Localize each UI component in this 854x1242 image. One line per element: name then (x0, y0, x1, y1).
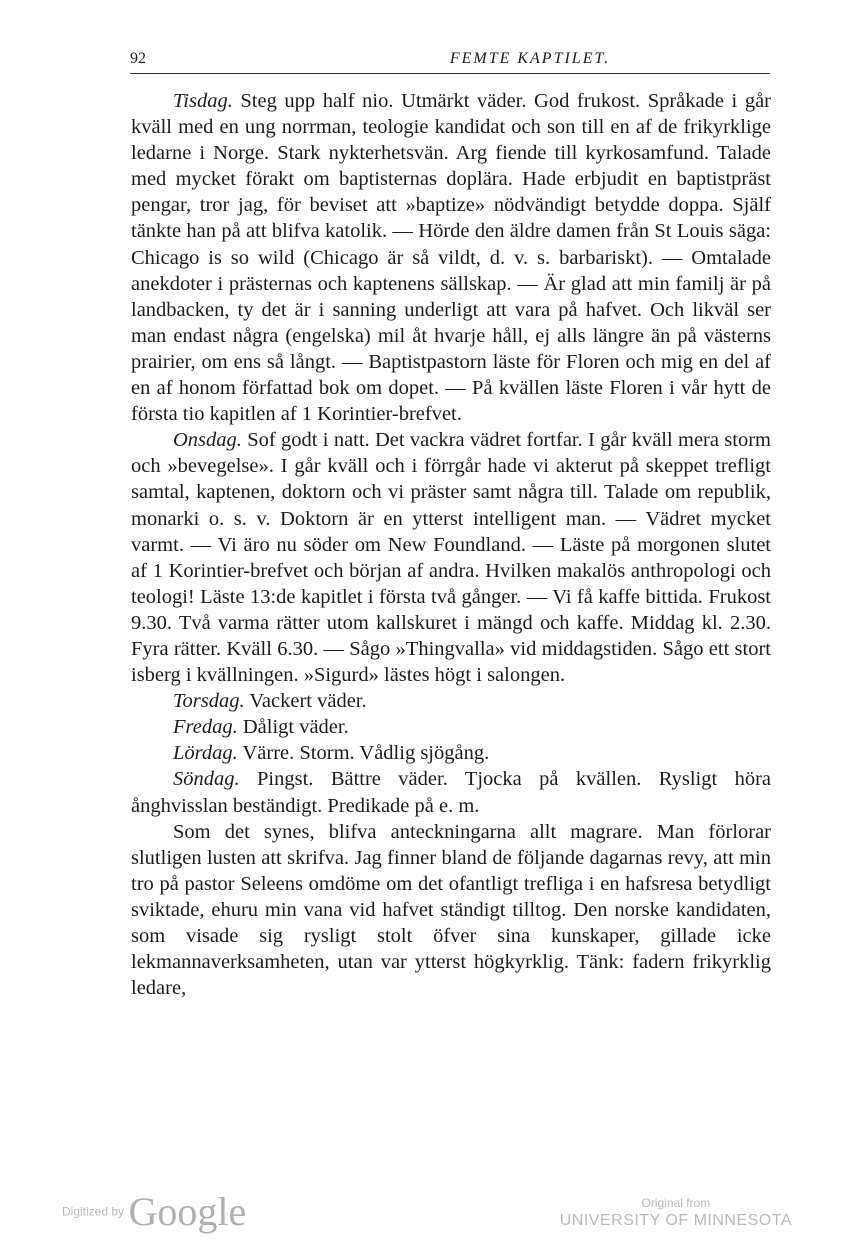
page-header (130, 44, 770, 74)
google-logo: Google (128, 1189, 247, 1234)
day-label: Torsdag. (173, 690, 245, 713)
digitized-by-watermark (62, 1188, 246, 1235)
day-label: Lördag. (173, 742, 238, 765)
paragraph-lordag (131, 740, 771, 766)
digitized-by-label: Digitized by (62, 1204, 125, 1219)
original-from-label: Original from (641, 1196, 711, 1210)
paragraph-text: Värre. Storm. Vådlig sjögång. (237, 742, 490, 765)
day-label: Söndag. (173, 768, 240, 791)
paragraph-commentary (131, 819, 771, 1002)
paragraph-onsdag (131, 427, 771, 688)
page-number: 92 (130, 50, 146, 67)
paragraph-text: Steg upp half nio. Utmärkt väder. God frukost. Språkade i går kväll med en ung norrman, teologie kandidat och son till en af de frikyrklige ledarne i Norge. Stark nykterhetsvän. Arg fiende till kyrkosamfund. Talade med mycket förakt om baptisternas doplära. Hade erbjudit en baptistpräst pengar, tror jag, för beviset att »baptize» nödvändigt betydde doppa. Själf tänkte han på att blifva katolik. — Hörde den äldre damen från St Louis säga: Chicago is so wild (Chicago är så vildt, d. v. s. barbariskt). — Omtalade anekdoter i prästernas och kaptenens sällskap. — Är glad att min familj är på landbacken, ty det är i sanning underligt att vara på hafvet. Och likväl ser man endast några (engelska) mil åt hvarje håll, ej alls längre än på västerns prairier, om ens så långt. — Baptistpastorn läste för Floren och mig en del af en af honom författad bok om dopet. — På kvällen läste Floren i vår hytt de första tio kapitlen af 1 Korintier-brefvet. (131, 90, 771, 426)
paragraph-text: Pingst. Bättre väder. Tjocka på kvällen. Rysligt höra ånghvisslan beständigt. Predikade på e. m. (131, 768, 771, 817)
paragraph-text: Dåligt väder. (237, 716, 349, 739)
source-attribution (560, 1196, 792, 1230)
header-rule (130, 73, 770, 74)
paragraph-torsdag (131, 688, 771, 714)
paragraph-text: Vackert väder. (244, 690, 367, 713)
paragraph-text: Som det synes, blifva anteckningarna allt magrare. Man förlorar slutligen lusten att skrifva. Jag finner bland de följande dagarnas revy, att min tro på pastor Seleens omdöme om det ofantligt trefliga i en hafsresa betydligt sviktade, ehuru min vana vid hafvet ständigt tilltog. Den norske kandidaten, som visade sig rysligt stolt öfver sina kunskaper, gillade icke lekmannaverksamheten, utan var ytterst högkyrklig. Tänk: fadern frikyrklig ledare, (131, 820, 771, 1000)
paragraph-tisdag (131, 88, 771, 427)
paragraph-text: Sof godt i natt. Det vackra vädret fortfar. I går kväll mera storm och »bevegelse». I går kväll och i förrgår hade vi akterut på skeppet trefligt samtal, kaptenen, doktorn och vi präster samt några till. Talade om republik, monarki o. s. v. Doktorn är en ytterst intelligent man. — Vädret mycket varmt. — Vi äro nu söder om New Foundland. — Läste på morgonen slutet af 1 Korintier-brefvet och början af andra. Hvilken makalös anthropologi och teologi! Läste 13:de kapitlet i första två gånger. — Vi få kaffe bittida. Frukost 9.30. Två varma rätter utom kallskuret i mängd och kaffe. Middag kl. 2.30. Fyra rätter. Kväll 6.30. — Sågo »Thingvalla» vid middagstiden. Sågo ett stort isberg i kvällningen. »Sigurd» lästes högt i salongen. (131, 429, 771, 687)
running-title: FEMTE KAPTILET. (449, 50, 611, 67)
paragraph-sondag (131, 766, 771, 818)
paragraph-fredag (131, 714, 771, 740)
body-text (131, 88, 771, 1001)
day-label: Fredag. (173, 716, 238, 739)
university-label: UNIVERSITY OF MINNESOTA (559, 1212, 792, 1229)
day-label: Onsdag. (173, 429, 242, 452)
day-label: Tisdag. (173, 90, 233, 112)
